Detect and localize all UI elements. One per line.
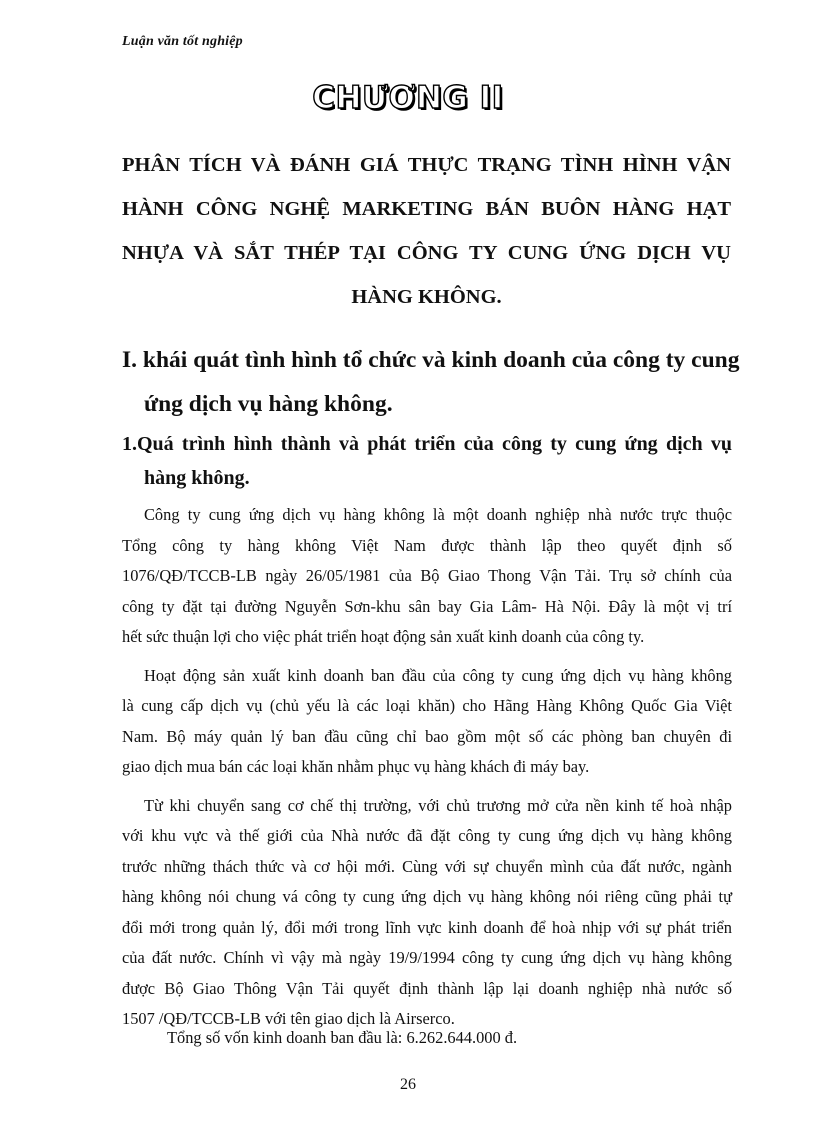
page-number: 26	[400, 1076, 416, 1093]
text-line: của đất nước. Chính vì vậy mà ngày 19/9/1994 công ty cung ứng dịch vụ hàng không	[122, 948, 732, 967]
text-line: Nam. Bộ máy quản lý ban đầu cũng chỉ bao gồm một số các phòng ban chuyên đi	[122, 726, 732, 746]
text-line: 1507 /QĐ/TCCB-LB với tên giao dịch là Airserco.	[122, 1009, 455, 1028]
paragraph	[122, 791, 732, 1035]
subsection-heading-line: 1.Quá trình hình thành và phát triển của công ty cung ứng dịch vụ	[122, 433, 732, 455]
text-line: giao dịch mua bán các loại khăn nhằm phục vụ hàng khách đi máy bay.	[122, 757, 590, 776]
chapter-title-line: NHỰA VÀ SẮT THÉP TẠI CÔNG TY CUNG ỨNG DỊCH VỤ	[122, 242, 731, 264]
chapter-title-line: HÀNG KHÔNG.	[351, 286, 502, 308]
text-line: được Bộ Giao Thông Vận Tải quyết định thành lập lại doanh nghiệp nhà nước số	[122, 978, 732, 998]
chapter-title	[122, 143, 731, 319]
text-line: hàng không nói chung vá công ty cung ứng dịch vụ hàng không nói riêng cũng phải tự	[122, 887, 732, 906]
text-line: Từ khi chuyển sang cơ chế thị trường, với chủ trương mở cửa nền kinh tế hoà nhập	[144, 795, 732, 815]
chapter-title-line: HÀNH CÔNG NGHỆ MARKETING BÁN BUÔN HÀNG HẠT	[122, 198, 731, 220]
text-line: công ty đặt tại đường Nguyễn Sơn-khu sân bay Gia Lâm- Hà Nội. Đây là một vị trí	[122, 596, 732, 616]
capital-line: Tổng số vốn kinh doanh ban đầu là: 6.262.644.000 đ.	[167, 1028, 518, 1047]
text-line: Hoạt động sản xuất kinh doanh ban đầu của công ty cung ứng dịch vụ hàng không	[144, 665, 732, 685]
text-line: đổi mới trong quản lý, đổi mới trong lĩnh vực kinh doanh để hoà nhịp với sự phát triển	[122, 917, 732, 937]
text-line: hết sức thuận lợi cho việc phát triển hoạt động sản xuất kinh doanh của công ty.	[122, 627, 645, 646]
text-line: Tổng công ty hàng không Việt Nam được thành lập theo quyết định số	[122, 535, 732, 555]
text-line: Công ty cung ứng dịch vụ hàng không là một doanh nghiệp nhà nước trực thuộc	[144, 505, 732, 524]
text-line: trước những thách thức và cơ hội mới. Cùng với sự chuyển mình của đất nước, ngành	[122, 856, 732, 876]
text-line: 1076/QĐ/TCCB-LB ngày 26/05/1981 của Bộ Giao Thong Vận Tải. Trụ sở chính của	[122, 566, 732, 585]
paragraph	[122, 661, 732, 783]
text-line: với khu vực và thế giới của Nhà nước đã đặt công ty cung ứng dịch vụ hàng không	[122, 826, 732, 845]
body-text	[122, 500, 732, 1043]
section-heading-line: ứng dịch vụ hàng không.	[144, 391, 393, 417]
running-header: Luận văn tốt nghiệp	[122, 34, 243, 49]
chapter-title-line: PHÂN TÍCH VÀ ĐÁNH GIÁ THỰC TRẠNG TÌNH HÌNH VẬN	[122, 154, 731, 176]
text-line: là cung cấp dịch vụ (chủ yếu là các loại khăn) cho Hãng Hàng Không Quốc Gia Việt	[122, 696, 732, 715]
paragraph	[122, 500, 732, 653]
chapter-label: CHƯƠNG II	[312, 80, 504, 116]
section-heading	[122, 338, 740, 426]
subsection-heading-line: hàng không.	[144, 467, 250, 489]
section-heading-line: I. khái quát tình hình tổ chức và kinh doanh của công ty cung	[122, 347, 740, 373]
subsection-heading	[122, 427, 732, 495]
